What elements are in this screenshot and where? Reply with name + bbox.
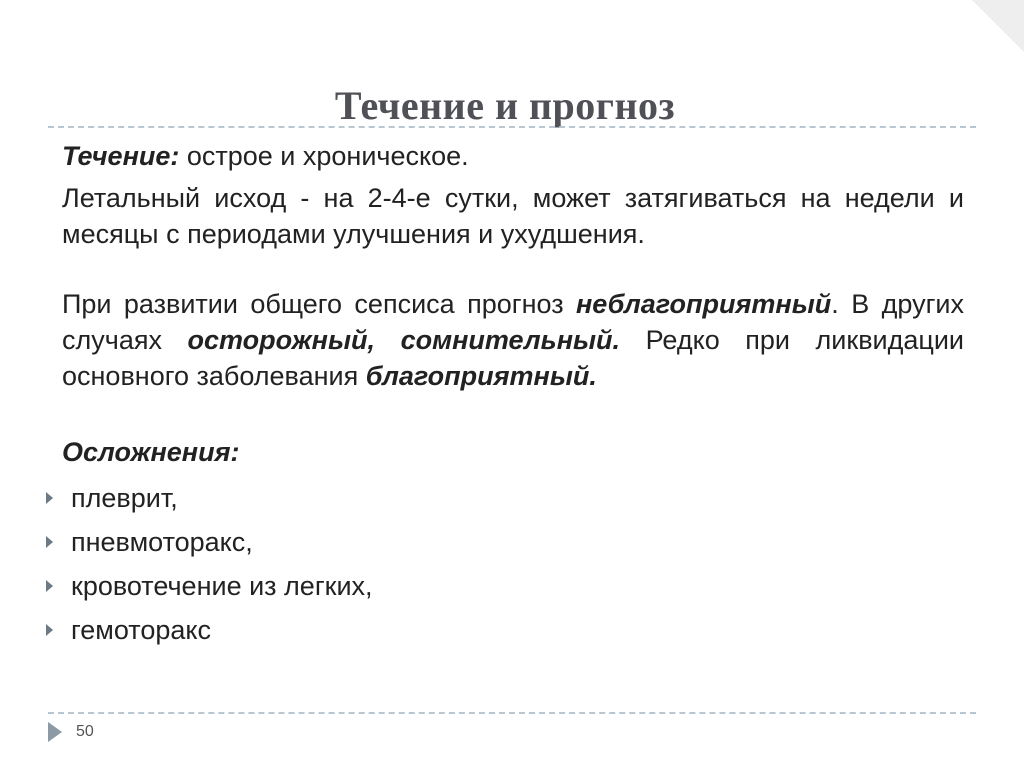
list-item <box>46 476 948 520</box>
list-item-text: гемоторакс <box>71 615 211 645</box>
prognosis-favorable: благоприятный. <box>365 361 597 391</box>
bottom-divider <box>48 712 976 714</box>
triangle-bullet-icon <box>46 624 53 636</box>
top-divider <box>48 126 976 128</box>
course-paragraph <box>62 138 964 174</box>
complications-list <box>46 476 948 652</box>
list-item-text: кровотечение из легких, <box>71 571 373 601</box>
list-item-text: плеврит, <box>71 483 178 513</box>
complications-heading: Осложнения: <box>62 437 240 467</box>
list-item <box>46 608 948 652</box>
list-item-text: пневмоторакс, <box>71 527 253 557</box>
triangle-bullet-icon <box>46 536 53 548</box>
list-item <box>46 564 948 608</box>
triangle-bullet-icon <box>46 580 53 592</box>
course-text: острое и хроническое. <box>179 141 469 171</box>
prognosis-text-1: При развитии общего сепсиса прогноз <box>62 289 576 319</box>
prognosis-text-2: . В других случаях <box>62 289 964 355</box>
prognosis-cautious: осторожный, сомнительный. <box>187 325 621 355</box>
corner-decoration <box>972 0 1024 52</box>
slide-title: Течение и прогноз <box>334 83 676 128</box>
list-item <box>46 520 948 564</box>
page-number: 50 <box>76 723 94 740</box>
footer-arrow-icon <box>48 722 62 742</box>
triangle-bullet-icon <box>46 492 53 504</box>
prognosis-paragraph <box>62 286 964 394</box>
lethal-paragraph: Летальный исход - на 2-4-е сутки, может затягиваться на недели и месяцы с периодами улучшения и ухудшения. <box>62 183 964 249</box>
slide-content <box>62 138 964 652</box>
prognosis-text-3: Редко при ликвидации основного заболевания <box>62 325 965 391</box>
prognosis-unfavorable: неблагоприятный <box>575 289 832 319</box>
course-label: Течение: <box>62 141 180 171</box>
